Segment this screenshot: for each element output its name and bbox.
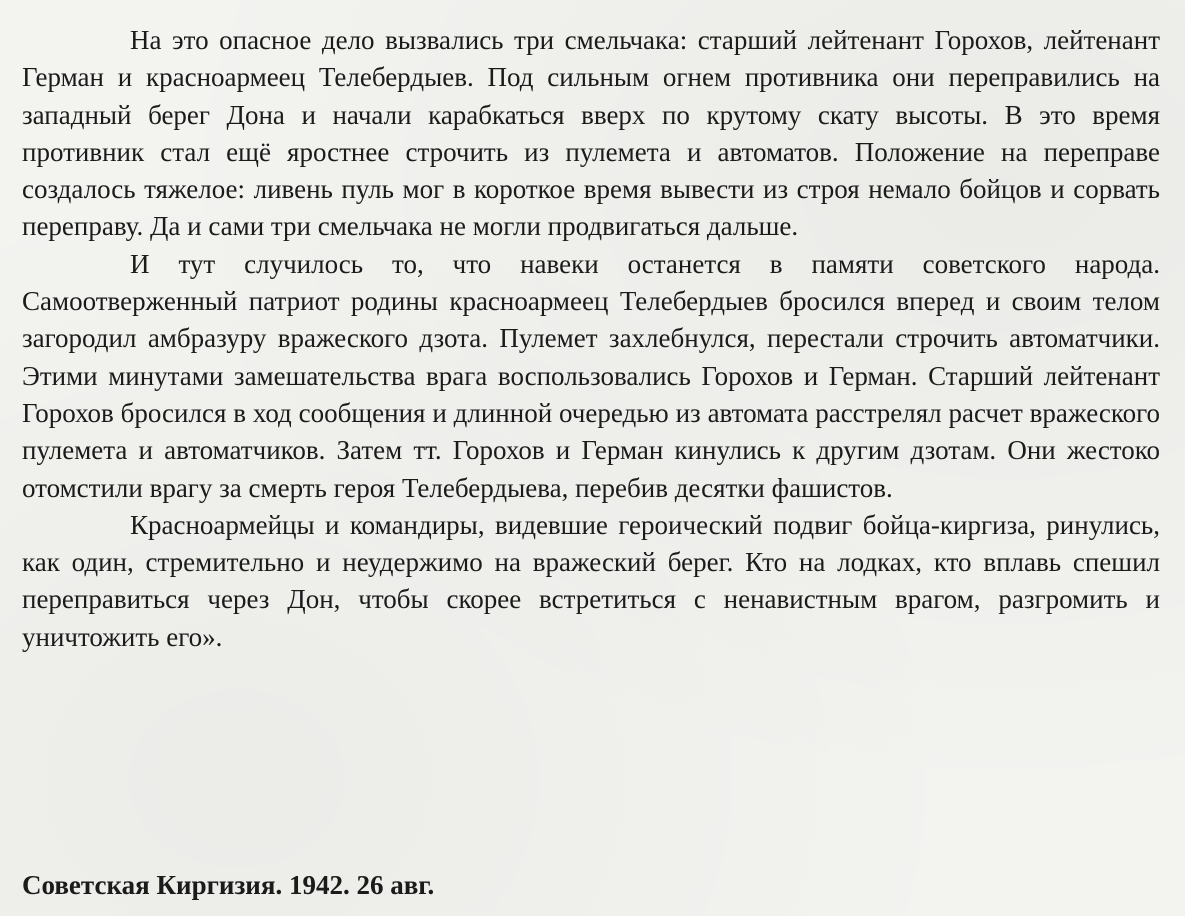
paragraph: И тут случилось то, что навеки останется в памяти советского народа. Самоотверженный патриот родины красноармеец Телебердыев бросился вперед и своим телом загородил амбразуру вражеского дзота. Пулемет захлебнулся, перестали строчить автоматчики. Этими минутами замешательства врага воспользовались Горохов и Герман. Старший лейтенант Горохов бросился в ход сообщения и длинной очередью из автомата расстрелял расчет вражеского пулемета и автоматчиков. Затем тт. Горохов и Герман кинулись к другим дзотам. Они жестоко отомстили врагу за смерть героя Телебердыева, перебив десятки фашистов. bbox=[22, 248, 1160, 503]
paragraph: Красноармейцы и командиры, видевшие героический подвиг бойца-киргиза, ринулись, как один, стремительно и неудержимо на вражеский берег. Кто на лодках, кто вплавь спешил переправиться через Дон, чтобы скорее встретиться с ненавистным врагом, разгромить и уничтожить его». bbox=[22, 509, 1160, 652]
source-citation: Советская Киргизия. 1942. 26 авг. bbox=[22, 870, 435, 900]
article-body bbox=[22, 22, 1160, 656]
paragraph: На это опасное дело вызвались три смельчака: старший лейтенант Горохов, лейтенант Герман и красноармеец Телебердыев. Под сильным огнем противника они переправились на западный берег Дона и начали карабкаться вверх по крутому скату высоты. В это время противник стал ещё яростнее строчить из пулемета и автоматов. Положение на переправе создалось тяжелое: ливень пуль мог в короткое время вывести из строя немало бойцов и сорвать переправу. Да и сами три смельчака не могли продвигаться дальше. bbox=[22, 25, 1160, 242]
